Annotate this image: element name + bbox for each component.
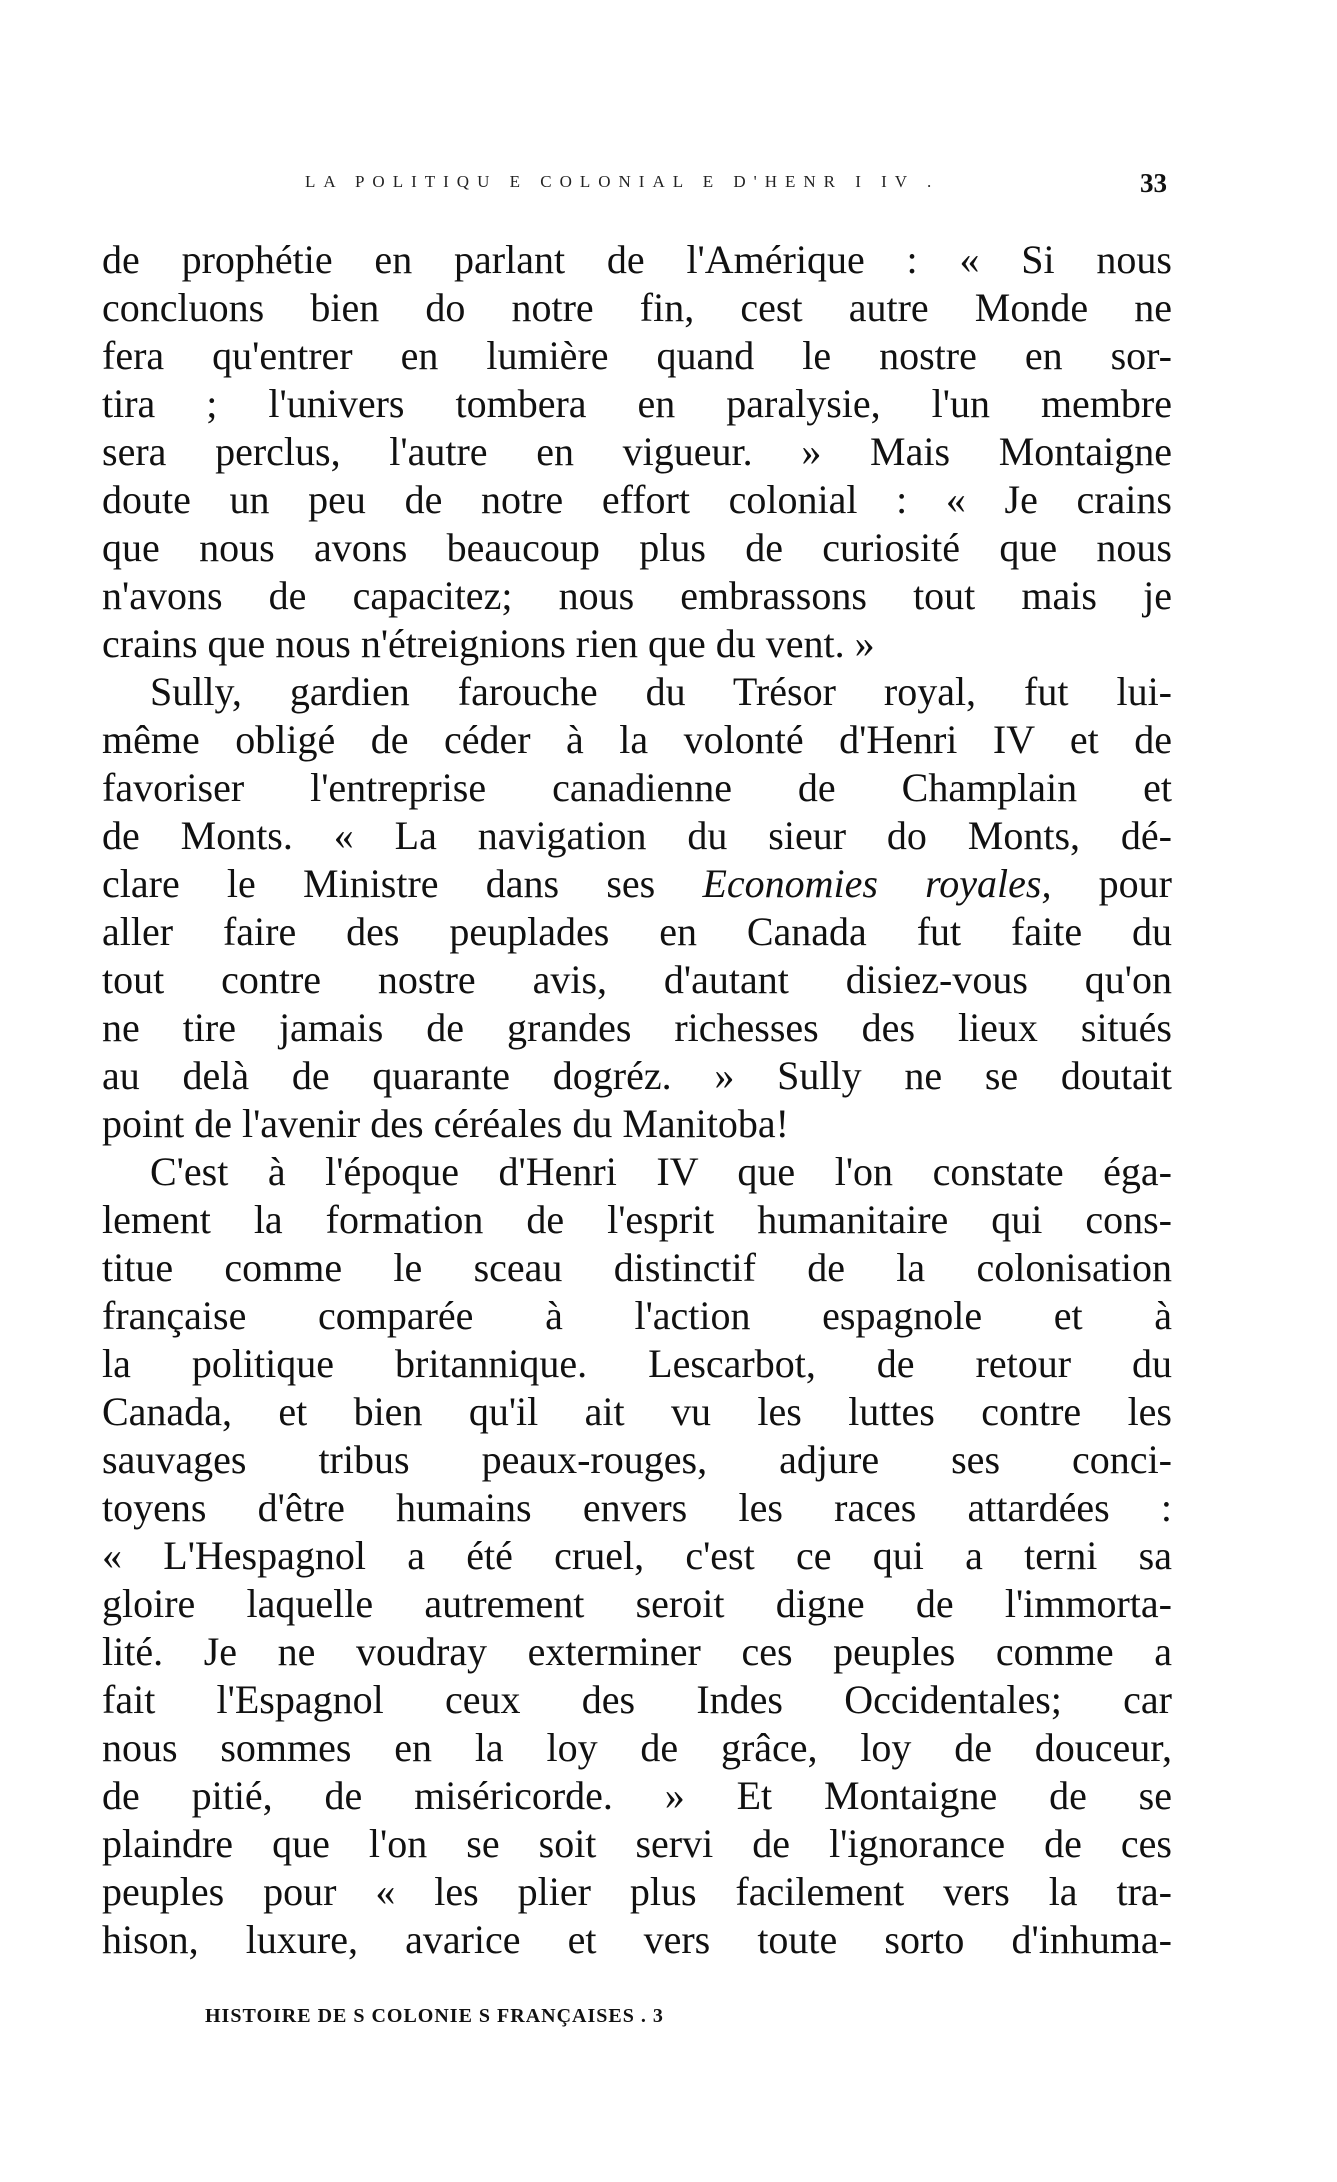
body-text <box>102 236 1172 1964</box>
text-line: Sully, gardien farouche du Trésor royal, fut lui- <box>150 669 1172 714</box>
text-line: fait l'Espagnol ceux des Indes Occidentales; car <box>102 1677 1172 1722</box>
italic-title: Economies royales, <box>702 861 1052 906</box>
text-line: aller faire des peuplades en Canada fut faite du <box>102 909 1172 954</box>
text-line: sera perclus, l'autre en vigueur. » Mais Montaigne <box>102 429 1172 474</box>
text-line: même obligé de céder à la volonté d'Henri IV et de <box>102 717 1172 762</box>
text-segment: clare le Ministre dans ses <box>102 861 703 906</box>
signature-mark: HISTOIRE DE S COLONIE S FRANÇAISES . 3 <box>205 2005 664 2027</box>
page-number: 33 <box>1140 168 1167 198</box>
text-line: tira ; l'univers tombera en paralysie, l'un membre <box>102 381 1172 426</box>
text-line: favoriser l'entreprise canadienne de Champlain et <box>102 765 1172 810</box>
text-line: gloire laquelle autrement seroit digne de l'immorta- <box>102 1581 1172 1626</box>
text-line: point de l'avenir des céréales du Manitoba! <box>102 1101 789 1146</box>
text-line: peuples pour « les plier plus facilement vers la tra- <box>102 1869 1172 1914</box>
text-line: de pitié, de miséricorde. » Et Montaigne de se <box>102 1773 1172 1818</box>
text-line: que nous avons beaucoup plus de curiosité que nous <box>102 525 1172 570</box>
text-line: la politique britannique. Lescarbot, de retour du <box>102 1341 1172 1386</box>
text-line: plaindre que l'on se soit servi de l'ignorance de ces <box>102 1821 1172 1866</box>
text-segment: pour <box>1051 861 1172 906</box>
text-line: ne tire jamais de grandes richesses des lieux situés <box>102 1005 1172 1050</box>
text-line: « L'Hespagnol a été cruel, c'est ce qui a terni sa <box>102 1533 1172 1578</box>
text-line: doute un peu de notre effort colonial : « Je crains <box>102 477 1172 522</box>
text-line: Canada, et bien qu'il ait vu les luttes contre les <box>102 1389 1172 1434</box>
text-line: de Monts. « La navigation du sieur do Monts, dé- <box>102 813 1172 858</box>
text-line: française comparée à l'action espagnole et à <box>102 1293 1172 1338</box>
text-line: lité. Je ne voudray exterminer ces peuples comme a <box>102 1629 1172 1674</box>
text-line: de prophétie en parlant de l'Amérique : « Si nous <box>102 237 1172 282</box>
text-line: toyens d'être humains envers les races attardées : <box>102 1485 1172 1530</box>
text-line: crains que nous n'étreignions rien que du vent. » <box>102 621 875 666</box>
text-line-mixed <box>102 860 1172 908</box>
text-line: nous sommes en la loy de grâce, loy de douceur, <box>102 1725 1172 1770</box>
text-line: n'avons de capacitez; nous embrassons tout mais je <box>102 573 1172 618</box>
text-line: fera qu'entrer en lumière quand le nostre en sor- <box>102 333 1172 378</box>
text-line: au delà de quarante dogréz. » Sully ne se doutait <box>102 1053 1172 1098</box>
text-line: concluons bien do notre fin, cest autre Monde ne <box>102 285 1172 330</box>
text-line: tout contre nostre avis, d'autant disiez-vous qu'on <box>102 957 1172 1002</box>
text-line: lement la formation de l'esprit humanitaire qui cons- <box>102 1197 1172 1242</box>
text-line: sauvages tribus peaux-rouges, adjure ses conci- <box>102 1437 1172 1482</box>
text-line: titue comme le sceau distinctif de la colonisation <box>102 1245 1172 1290</box>
text-line: hison, luxure, avarice et vers toute sorto d'inhuma- <box>102 1917 1172 1962</box>
text-line: C'est à l'époque d'Henri IV que l'on constate éga- <box>150 1149 1172 1194</box>
running-head: LA POLITIQU E COLONIAL E D'HENR I IV . <box>305 172 940 191</box>
